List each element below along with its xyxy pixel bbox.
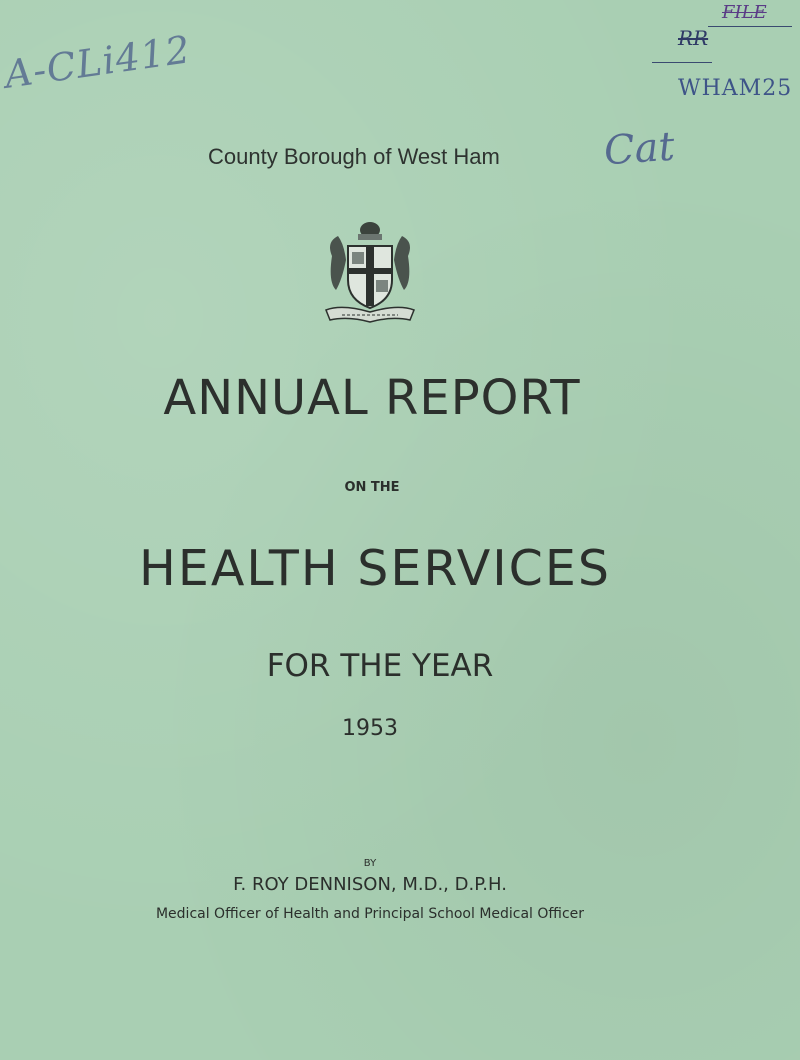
handwritten-cat: Cat — [602, 123, 677, 175]
handwritten-underline-2 — [652, 62, 712, 63]
county-title: County Borough of West Ham — [208, 144, 500, 169]
subject-title: HEALTH SERVICES — [139, 540, 611, 597]
coat-of-arms-icon — [322, 216, 418, 328]
handwritten-struck-mark: RR — [678, 26, 709, 50]
handwritten-code: WHAM25 — [678, 76, 793, 101]
report-title: ANNUAL REPORT — [163, 370, 581, 426]
handwritten-reference: A-CLi412 — [1, 27, 194, 97]
by-label: BY — [363, 858, 377, 869]
handwritten-file-struck: FILE — [722, 2, 767, 23]
title-connector: ON THE — [344, 480, 400, 495]
author-name: F. ROY DENNISON, M.D., D.P.H. — [233, 874, 507, 895]
handwritten-underline — [708, 26, 792, 27]
for-the-year-label: FOR THE YEAR — [266, 648, 494, 684]
author-position: Medical Officer of Health and Principal School Medical Officer — [155, 906, 585, 922]
report-year: 1953 — [342, 716, 398, 741]
